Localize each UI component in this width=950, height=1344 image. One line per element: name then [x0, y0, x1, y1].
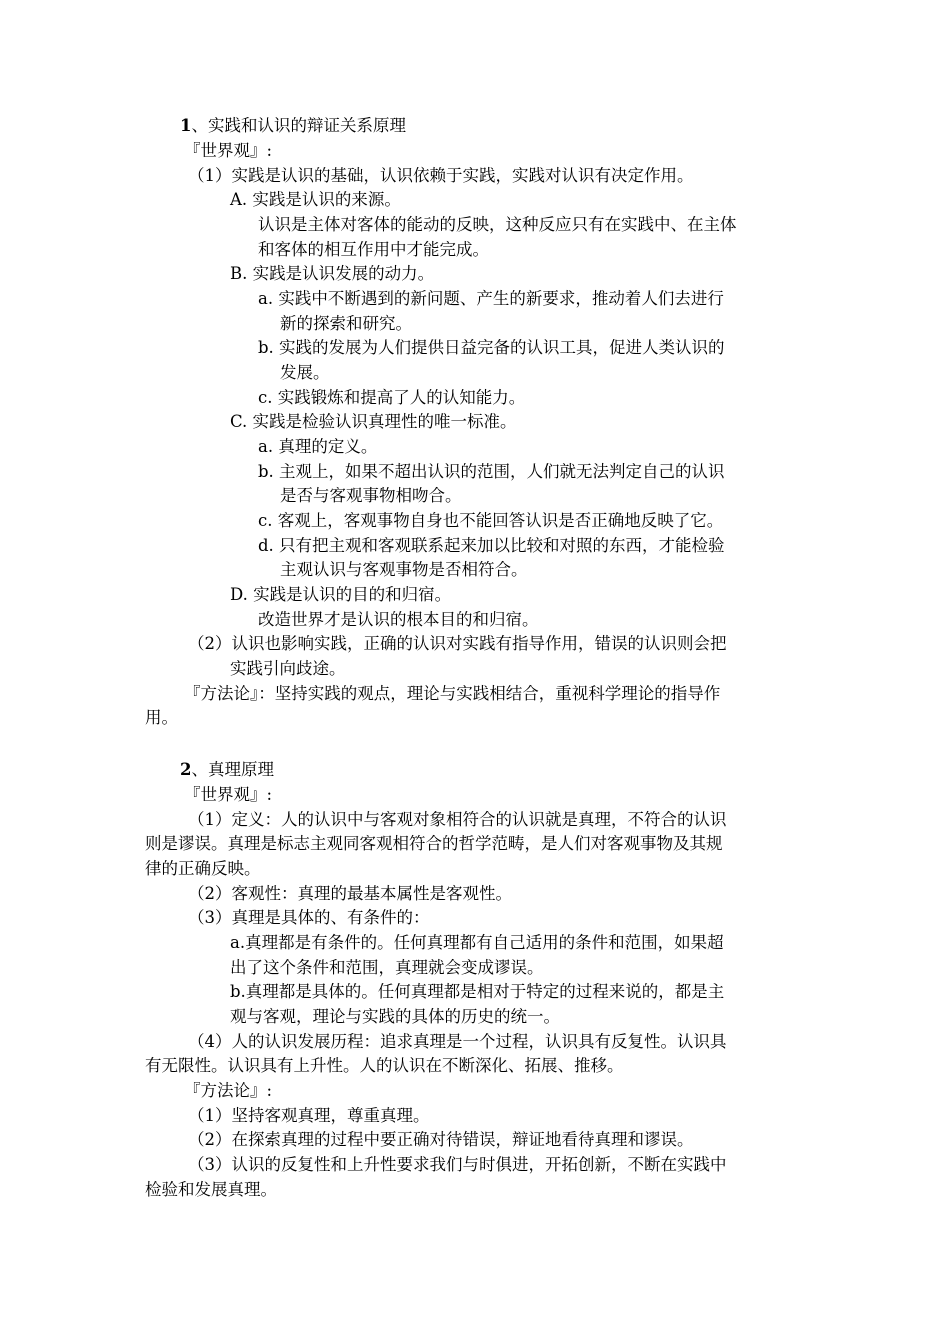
section-2-point-3: （3）真理是具体的、有条件的： [188, 908, 430, 927]
section-2-number: 2 [180, 760, 192, 779]
section-2-point-2: （2）客观性：真理的最基本属性是客观性。 [188, 884, 512, 903]
section-1-point-2-line1: （2）认识也影响实践，正确的认识对实践有指导作用，错误的认识则会把 [188, 634, 727, 653]
item-a-text-line1: 认识是主体对客体的能动的反映，这种反应只有在实践中、在主体 [258, 215, 737, 234]
section-1-heading [180, 114, 406, 139]
section-1-worldview-label: 『世界观』: [184, 141, 273, 160]
section-2-method-3-line2: 检验和发展真理。 [145, 1180, 277, 1199]
section-2-method-1: （1）坚持客观真理，尊重真理。 [188, 1106, 430, 1125]
item-a-title: A. 实践是认识的来源。 [230, 190, 401, 209]
item-b-b-line2: 发展。 [280, 363, 330, 382]
item-b-c: c. 实践锻炼和提高了人的认知能力。 [258, 388, 526, 407]
section-2-point-4-line2: 有无限性。认识具有上升性。人的认识在不断深化、拓展、推移。 [145, 1056, 624, 1075]
section-2-point-1-line1: （1）定义：人的认识中与客观对象相符合的认识就是真理，不符合的认识 [188, 810, 727, 829]
section-2-point-1-line3: 律的正确反映。 [145, 859, 261, 878]
item-b-title: B. 实践是认识发展的动力。 [230, 264, 435, 283]
section-2-method-label: 『方法论』: [184, 1081, 273, 1100]
section-2-point-3-b-line1: b.真理都是具体的。任何真理都是相对于特定的过程来说的，都是主 [230, 982, 725, 1001]
item-c-b-line1: b. 主观上，如果不超出认识的范围，人们就无法判定自己的认识 [258, 462, 725, 481]
item-c-title: C. 实践是检验认识真理性的唯一标准。 [230, 412, 517, 431]
section-2-method-3-line1: （3）认识的反复性和上升性要求我们与时俱进，开拓创新，不断在实践中 [188, 1155, 727, 1174]
section-1-number: 1 [180, 116, 192, 135]
section-2-point-3-a-line2: 出了这个条件和范围，真理就会变成谬误。 [230, 958, 544, 977]
section-2-method-2: （2）在探索真理的过程中要正确对待错误，辩证地看待真理和谬误。 [188, 1130, 694, 1149]
item-a-text-line2: 和客体的相互作用中才能完成。 [258, 240, 489, 259]
section-2-point-1-line2: 则是谬误。真理是标志主观同客观相符合的哲学范畴，是人们对客观事物及其规 [145, 834, 723, 853]
section-2-heading [180, 758, 274, 783]
item-c-c: c. 客观上，客观事物自身也不能回答认识是否正确地反映了它。 [258, 511, 724, 530]
section-1-point-2-line2: 实践引向歧途。 [230, 659, 346, 678]
section-2-point-3-a-line1: a.真理都是有条件的。任何真理都有自己适用的条件和范围，如果超 [230, 933, 724, 952]
item-c-d-line2: 主观认识与客观事物是否相符合。 [280, 560, 528, 579]
section-1-point-1: （1）实践是认识的基础，认识依赖于实践，实践对认识有决定作用。 [188, 166, 694, 185]
item-b-a-line2: 新的探索和研究。 [280, 314, 412, 333]
item-b-a-line1: a. 实践中不断遇到的新问题、产生的新要求，推动着人们去进行 [258, 289, 724, 308]
item-c-a: a. 真理的定义。 [258, 437, 378, 456]
item-d-title: D. 实践是认识的目的和归宿。 [230, 585, 452, 604]
item-b-b-line1: b. 实践的发展为人们提供日益完备的认识工具，促进人类认识的 [258, 338, 725, 357]
section-2-point-3-b-line2: 观与客观，理论与实践的具体的历史的统一。 [230, 1007, 560, 1026]
item-c-b-line2: 是否与客观事物相吻合。 [280, 486, 462, 505]
section-1-title: 、实践和认识的辩证关系原理 [191, 116, 406, 135]
item-c-d-line1: d. 只有把主观和客观联系起来加以比较和对照的东西，才能检验 [258, 536, 725, 555]
section-2-title: 、真理原理 [191, 760, 274, 779]
section-1-method-line2: 用。 [145, 708, 178, 727]
section-1-method-line1: 『方法论』：坚持实践的观点，理论与实践相结合，重视科学理论的指导作 [184, 684, 721, 703]
section-2-point-4-line1: （4）人的认识发展历程：追求真理是一个过程，认识具有反复性。认识具 [188, 1032, 727, 1051]
item-d-text: 改造世界才是认识的根本目的和归宿。 [258, 610, 539, 629]
section-2-worldview-label: 『世界观』: [184, 785, 273, 804]
